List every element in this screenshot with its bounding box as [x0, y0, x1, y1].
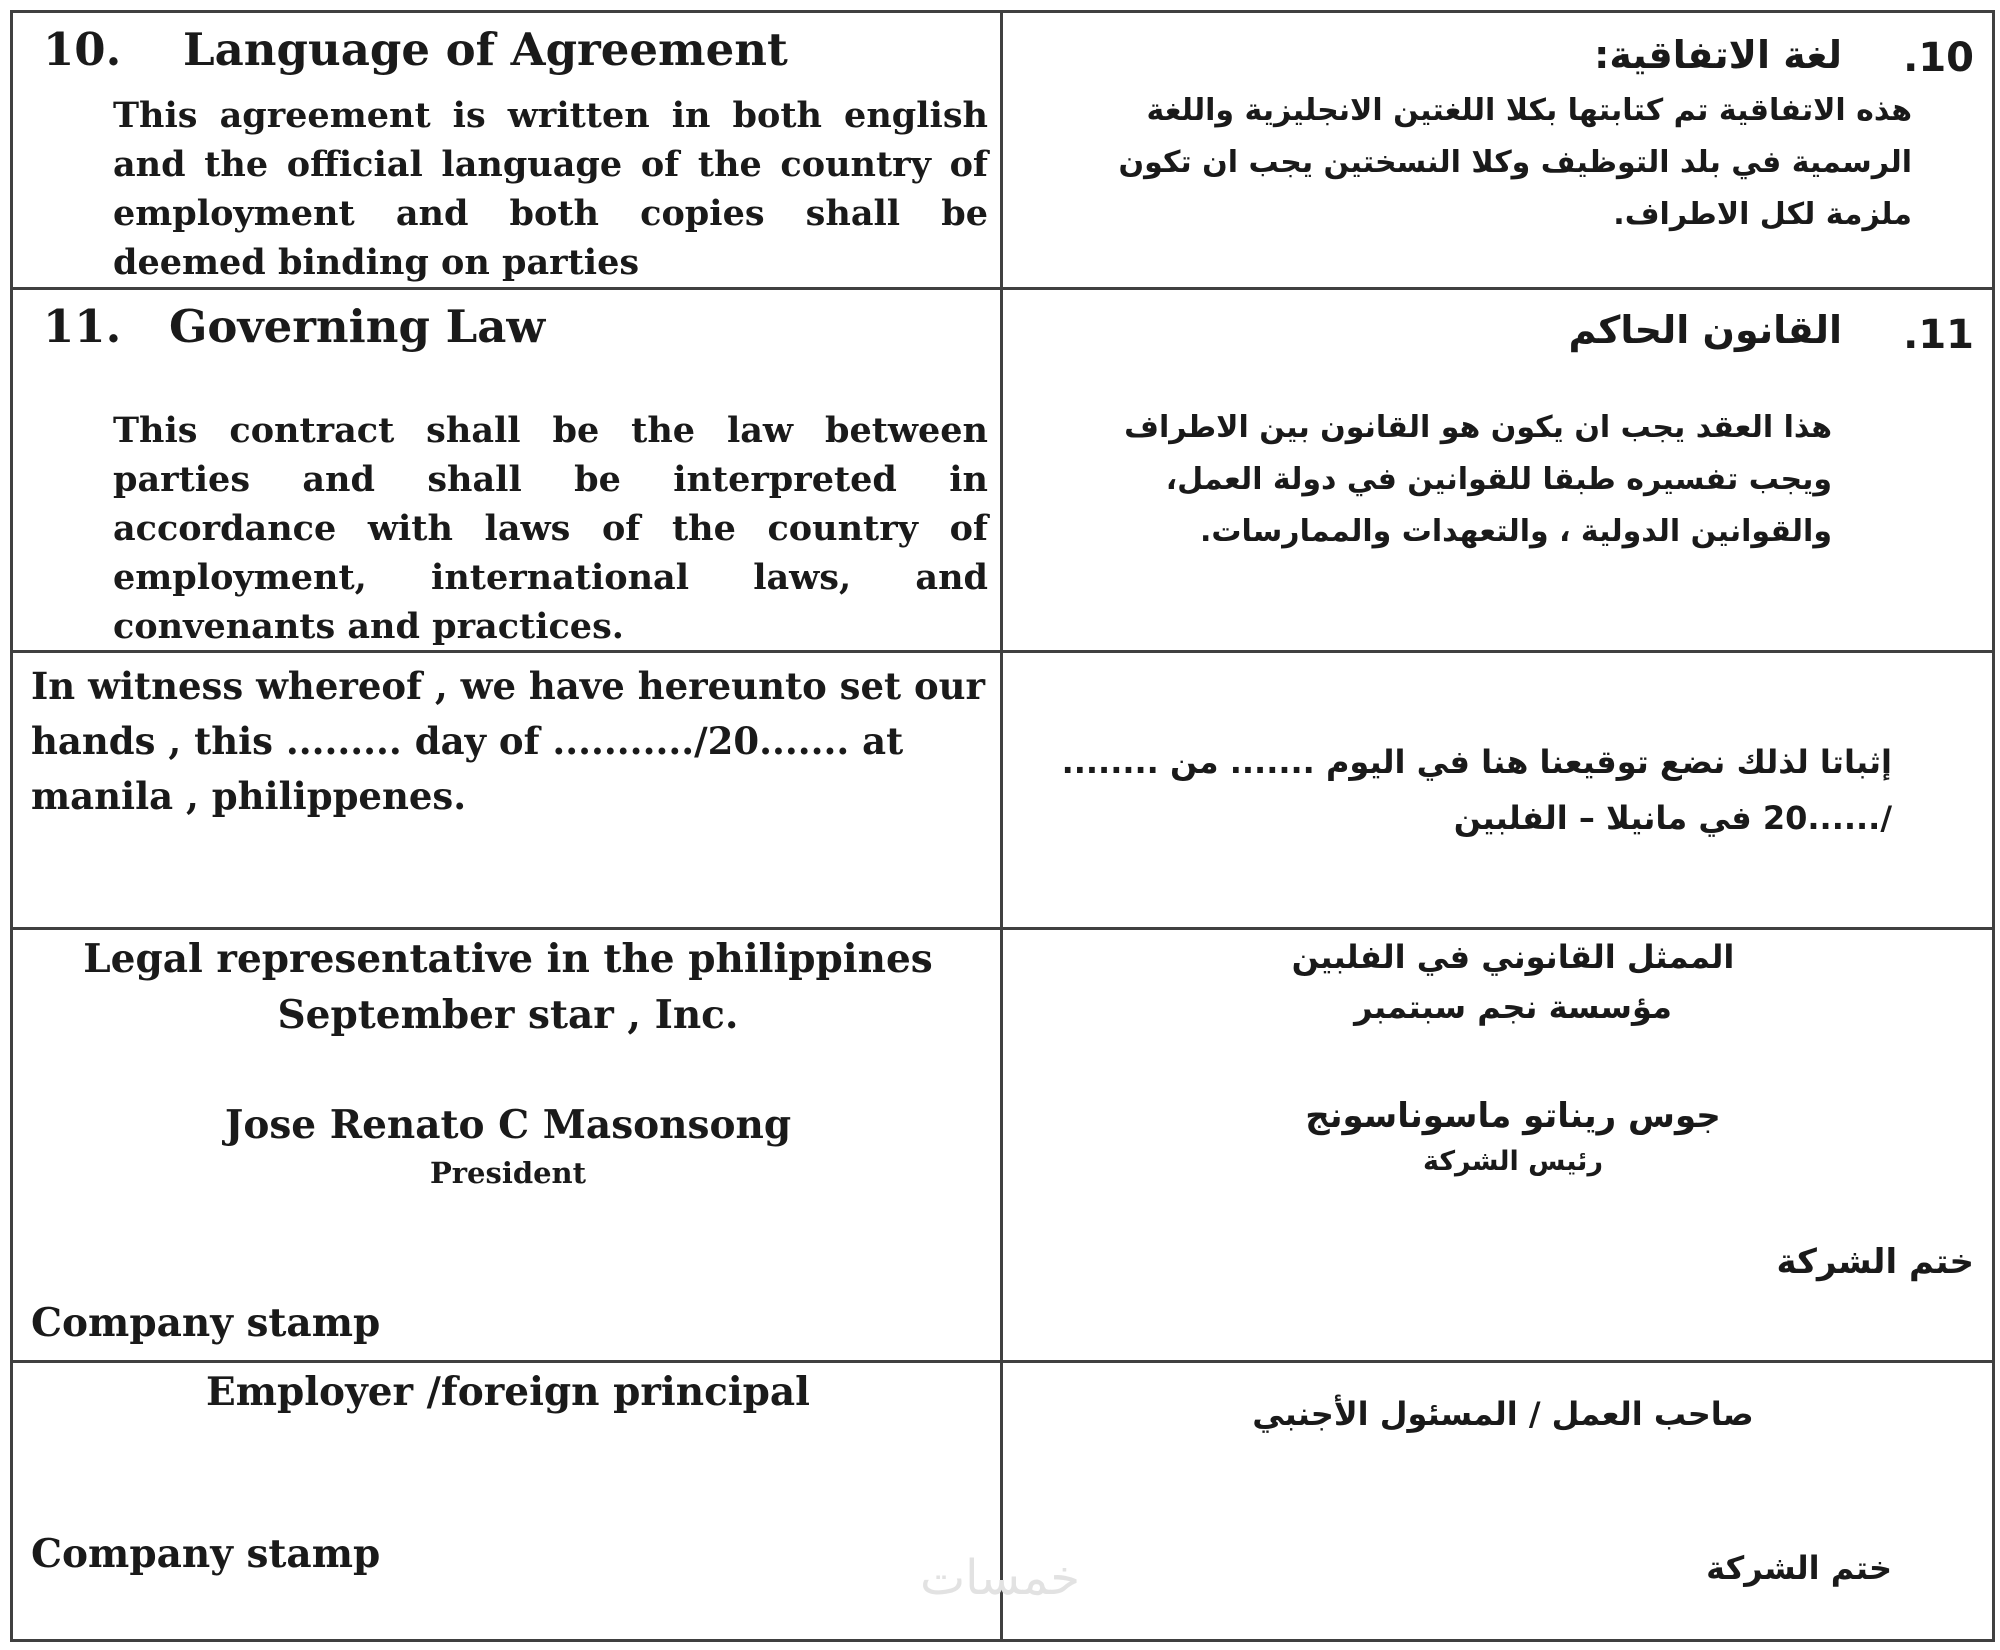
section-10-english [12, 12, 1002, 289]
rep-company-ar: مؤسسة نجم سبتمبر [1354, 988, 1672, 1026]
section-body: This contract shall be the law between parties and shall be interpreted in accordance with laws of the country of employment, international laws, and convenants and practices. [113, 410, 988, 647]
employer-arabic [1002, 1362, 1994, 1641]
section-number: 11. [43, 300, 122, 353]
rep-company: September star , Inc. [277, 992, 739, 1038]
witness-english [12, 652, 1002, 929]
section-number-ar: .11 [1903, 312, 1974, 358]
section-number-ar: .10 [1903, 35, 1974, 81]
section-10-row [12, 12, 1994, 289]
witness-row [12, 652, 1994, 929]
witness-text-ar-line1: إثباتا لذلك نضع توقيعنا هنا في اليوم ....... من ........ [1061, 743, 1892, 781]
witness-text: In witness whereof , we have hereunto set our hands , this ......... day of .........../20....... at manila , philippenes. [31, 664, 986, 818]
rep-title: Legal representative in the philippines [83, 936, 933, 982]
employer-title-ar: صاحب العمل / المسئول الأجنبي [1252, 1395, 1754, 1433]
rep-name: Jose Renato C Masonsong [224, 1102, 792, 1148]
employer-title: Employer /foreign principal [205, 1369, 810, 1415]
company-stamp-label-ar: ختم الشركة [1706, 1549, 1892, 1587]
rep-name-ar: جوس ريناتو ماسوناسونج [1305, 1096, 1721, 1136]
company-stamp-label-ar: ختم الشركة [1776, 1242, 1974, 1282]
company-stamp-label: Company stamp [31, 1531, 381, 1577]
witness-text-ar-line2: /......20 في مانيلا – الفلبين [1453, 799, 1892, 837]
employer-english [12, 1362, 1002, 1641]
witness-arabic [1002, 652, 1994, 929]
rep-role: President [429, 1156, 587, 1190]
section-10-arabic [1002, 12, 1994, 289]
section-heading-ar: القانون الحاكم [1568, 308, 1842, 352]
rep-title-ar: الممثل القانوني في الفلبين [1291, 938, 1735, 976]
representative-row [12, 929, 1994, 1362]
section-11-arabic [1002, 289, 1994, 652]
section-body-ar: هذه الاتفاقية تم كتابتها بكلا اللغتين الانجليزية واللغة الرسمية في بلد التوظيف وكلا النسختين يجب ان تكون ملزمة لكل الاطراف. [1118, 93, 1912, 232]
section-heading: Governing Law [169, 300, 546, 353]
contract-table [10, 10, 1995, 1642]
section-11-english [12, 289, 1002, 652]
rep-role-ar: رئيس الشركة [1422, 1146, 1603, 1177]
section-number: 10. [43, 23, 122, 76]
section-body: This agreement is written in both english and the official language of the country of employment and both copies shall be deemed binding on parties [113, 95, 988, 283]
watermark-logo: خمسات [919, 1550, 1081, 1606]
company-stamp-label: Company stamp [31, 1300, 381, 1346]
representative-english [12, 929, 1002, 1362]
section-11-row [12, 289, 1994, 652]
representative-arabic [1002, 929, 1994, 1362]
section-heading-ar: لغة الاتفاقية: [1594, 33, 1842, 77]
section-heading: Language of Agreement [183, 23, 788, 76]
section-body-ar: هذا العقد يجب ان يكون هو القانون بين الاطراف ويجب تفسيره طبقا للقوانين في دولة العمل، والقوانين الدولية ، والتعهدات والممارسات. [1124, 410, 1832, 549]
